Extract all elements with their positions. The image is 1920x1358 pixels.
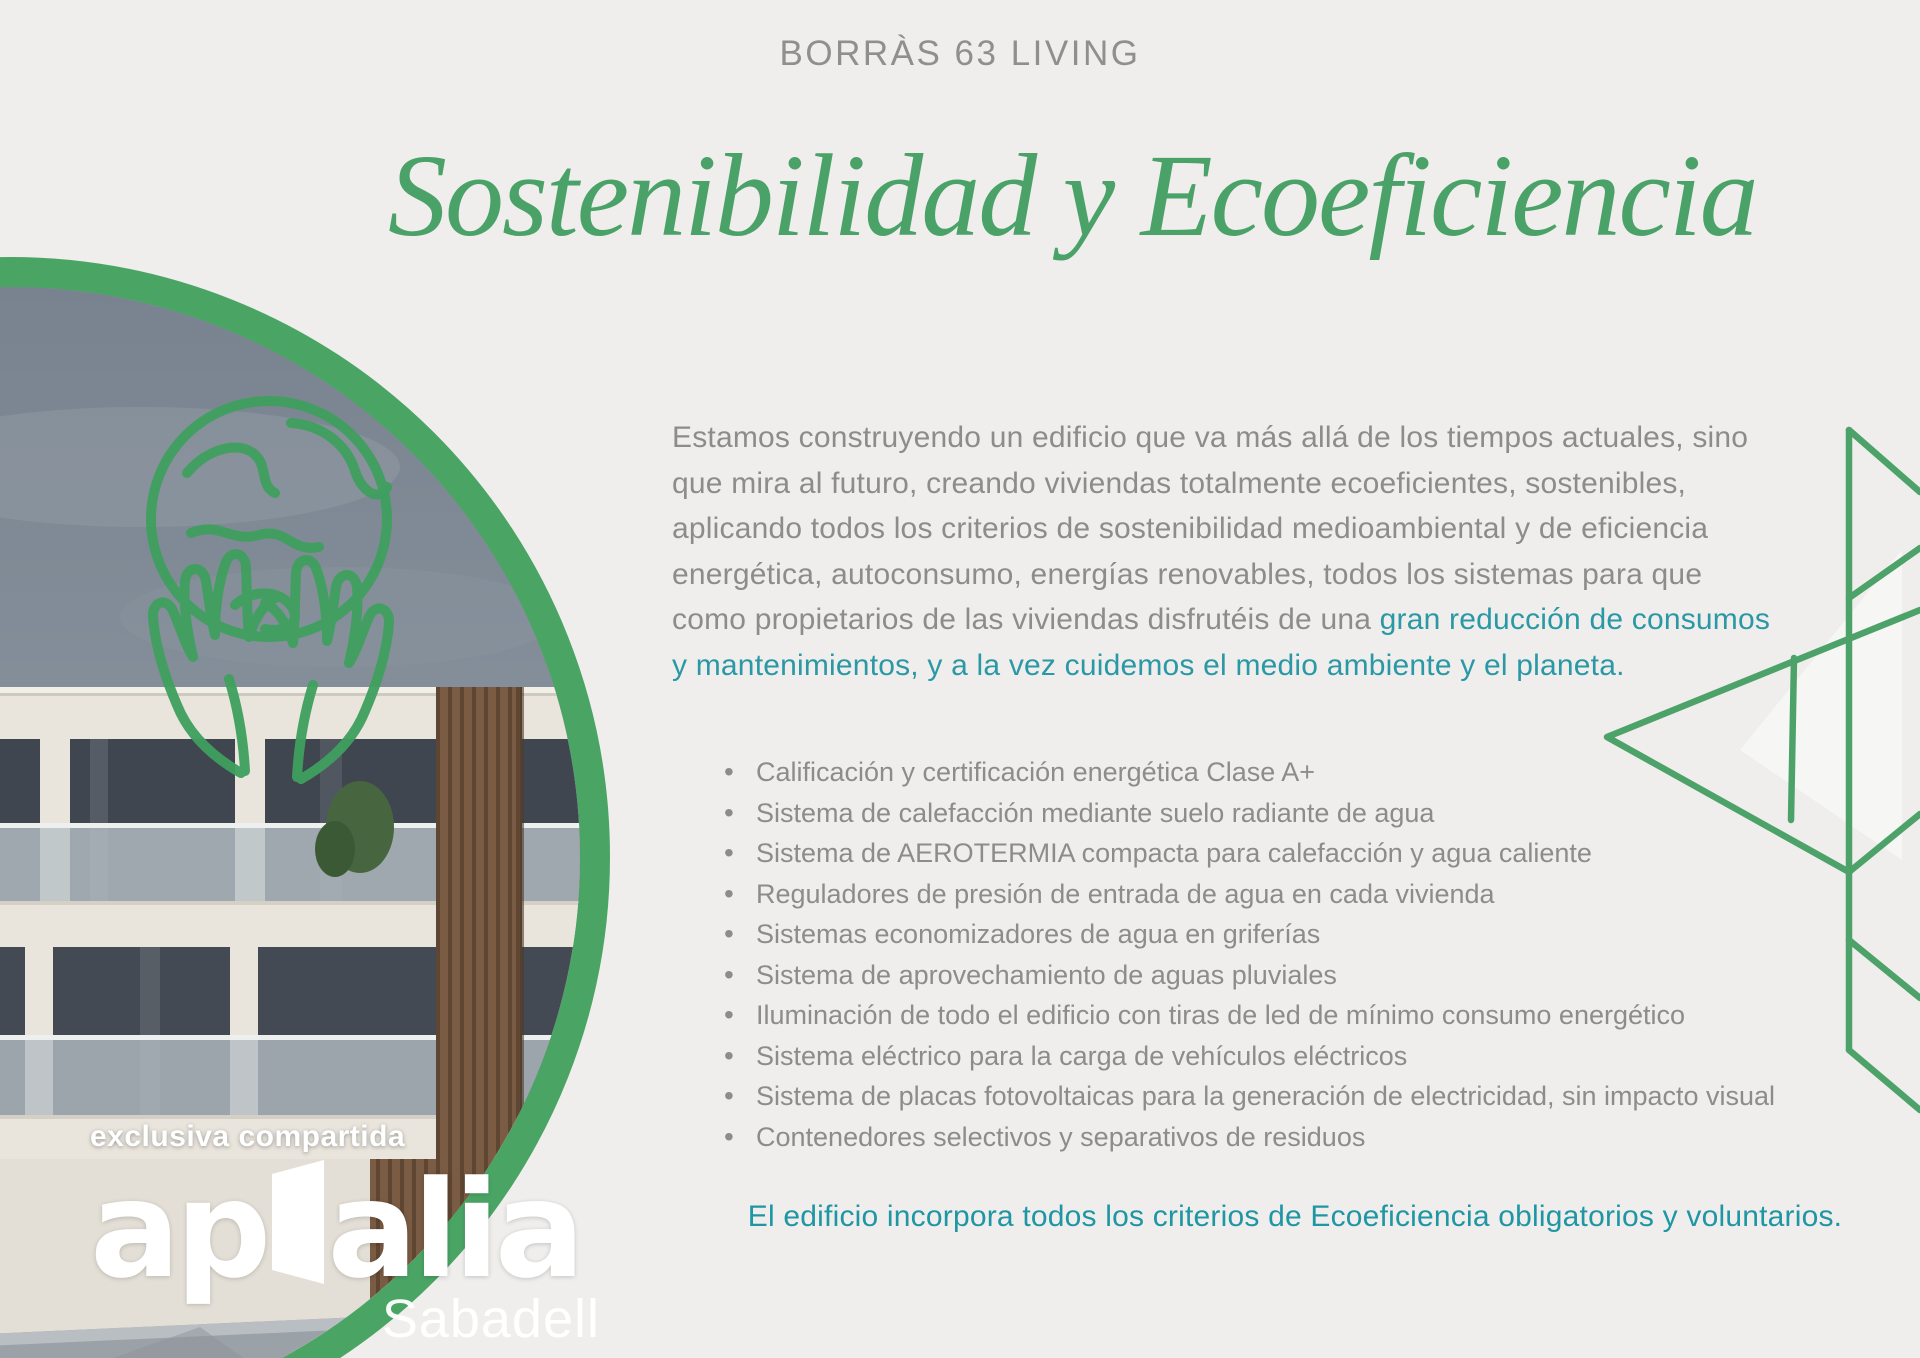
list-item: • Sistemas economizadores de agua en griferías <box>724 914 1884 955</box>
list-item: • Sistema de calefacción mediante suelo radiante de agua <box>724 793 1884 834</box>
list-item: • Sistema de aprovechamiento de aguas pluviales <box>724 955 1884 996</box>
page-title: Sostenibilidad y Ecoeficiencia <box>388 130 1757 261</box>
open-door-icon <box>272 1160 324 1284</box>
project-name: BORRÀS 63 LIVING <box>779 34 1141 73</box>
intro-paragraph <box>672 415 1772 688</box>
brand-prefix: ap <box>90 1152 267 1309</box>
closing-note: El edificio incorpora todos los criterios de Ecoeficiencia obligatorios y voluntarios. <box>747 1200 1843 1233</box>
agency-logo <box>90 1120 610 1350</box>
list-item: • Contenedores selectivos y separativos de residuos <box>724 1117 1884 1158</box>
brand-office: Sabadell <box>381 1289 600 1349</box>
list-item: • Sistema de AEROTERMIA compacta para calefacción y agua caliente <box>724 833 1884 874</box>
intro-text-highlight: gran reducción de consumos y mantenimientos, y a la vez cuidemos el medio ambiente y el planeta. <box>672 603 1771 682</box>
list-item: • Calificación y certificación energética Clase A+ <box>724 752 1884 793</box>
brand-wordmark <box>90 1152 610 1309</box>
logo-tagline: exclusiva compartida <box>90 1120 406 1153</box>
list-item: • Sistema de placas fotovoltaicas para la generación de electricidad, sin impacto visual <box>724 1076 1884 1117</box>
list-item: • Reguladores de presión de entrada de agua en cada vivienda <box>724 874 1884 915</box>
list-item: • Sistema eléctrico para la carga de vehículos eléctricos <box>724 1036 1884 1077</box>
brand-suffix: alia <box>327 1152 581 1309</box>
eco-features-list <box>724 752 1884 1157</box>
intro-text-gray: Estamos construyendo un edificio que va más allá de los tiempos actuales, sino que mira al futuro, creando viviendas totalmente ecoeficientes, sostenibles, aplicando todos los criterios de sostenibilidad medioambiental y de eficiencia energética, autoconsumo, energías renovables, todos los sistemas para que como propietarios de las viviendas disfrutéis de una <box>672 421 1749 636</box>
list-item: • Iluminación de todo el edificio con tiras de led de mínimo consumo energético <box>724 995 1884 1036</box>
